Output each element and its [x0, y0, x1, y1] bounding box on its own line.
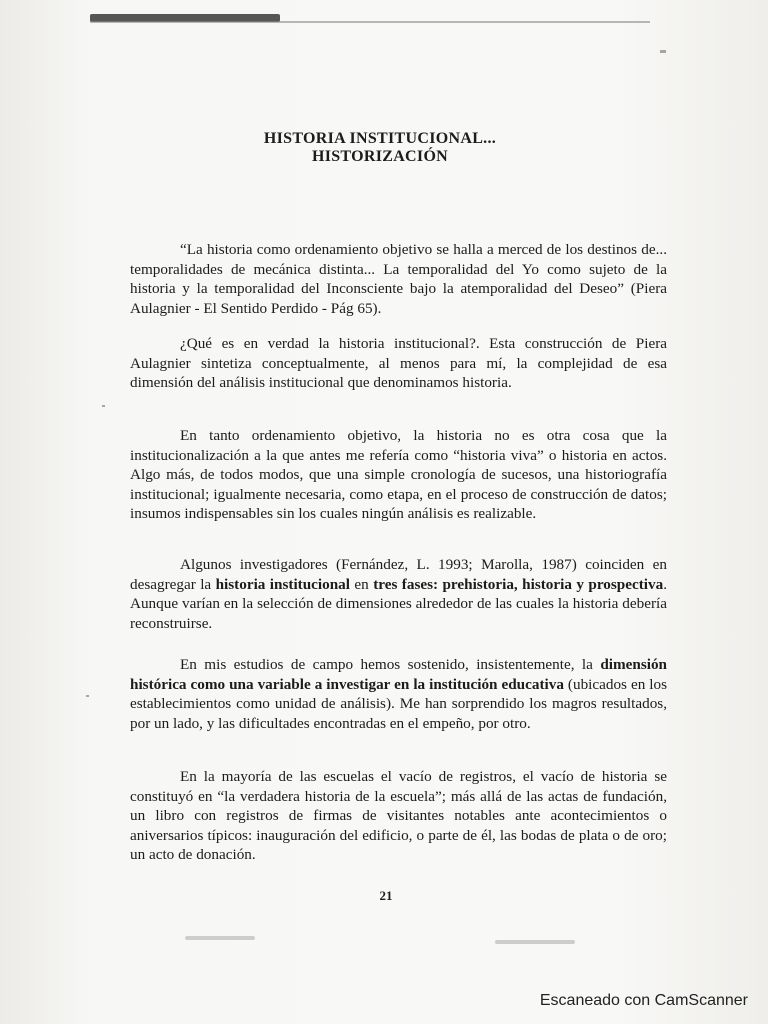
paragraph-field-studies [130, 655, 667, 733]
paragraph-text: En mis estudios de campo hemos sostenido, insistentemente, la [180, 656, 601, 673]
paragraph-text: (ubicados en los establecimientos como unidad de análisis). Me han sorprendido los magros resultados, por un lado, y las dificultades encontradas en el empeño, por otro. [130, 675, 668, 732]
paragraph-schools [130, 767, 667, 865]
paragraph-text: “La historia como ordenamiento objetivo se halla a merced de los destinos de... temporalidades de mecánica distinta... La temporalidad del Yo como sujeto de la historia y la temporalidad del Inconsciente bajo la atemporalidad del Deseo” (Piera Aulagnier - El Sentido Perdido - Pág 65). [130, 241, 667, 317]
paragraph-text: en [349, 575, 374, 593]
scan-edge-line [90, 21, 650, 23]
paragraph-question [130, 334, 667, 393]
bold-phrase: historia institucional [215, 575, 350, 593]
chapter-title-line-1: HISTORIA INSTITUCIONAL... [263, 130, 497, 147]
paragraph-text: En tanto ordenamiento objetivo, la historia no es otra cosa que la institucionalización a la que antes me refería como “historia viva” o historia en actos. Algo más, de todos modos, que una simple cronología de sucesos, una historiografía institucional; igualmente necesaria, como etapa, en el proceso de construcción de datos; insumos indispensables sin los cuales ningún análisis es realizable. [130, 427, 667, 522]
bold-phrase: dimensión histórica como una variable a investigar en la institución educativa [130, 656, 667, 693]
bold-phrase: tres fases: prehistoria, historia y prospectiva [373, 575, 664, 593]
paragraph-quote [130, 240, 667, 318]
scan-speck [86, 695, 89, 697]
page-number: 21 [379, 888, 393, 903]
paragraph-researchers [130, 555, 667, 633]
scan-speck [660, 50, 666, 53]
paragraph-ordering [130, 426, 667, 524]
scan-smudge [185, 936, 255, 940]
scan-speck [102, 405, 105, 407]
paragraph-text: Algunos investigadores (Fernández, L. 1993; Marolla, 1987) coinciden en desagregar la [130, 556, 667, 593]
paragraph-text: En la mayoría de las escuelas el vacío de registros, el vacío de historia se constituyó en “la verdadera historia de la escuela”; más allá de las actas de fundación, un libro con registros de firmas de visitantes notables ante acontecimientos o aniversarios típicos: inauguración del edificio, o parte de él, las bodas de plata o de oro; un acto de donación. [130, 768, 667, 863]
paragraph-text: ¿Qué es en verdad la historia institucional?. Esta construcción de Piera Aulagnier sintetiza conceptualmente, al menos para mí, la complejidad de esa dimensión del análisis institucional que denominamos historia. [130, 335, 667, 391]
chapter-title-line-2: HISTORIZACIÓN [311, 148, 449, 165]
camscanner-watermark: Escaneado con CamScanner [539, 992, 748, 1009]
paragraph-text: . Aunque varían en la selección de dimensiones alrededor de las cuales la historia debería reconstruirse. [130, 575, 667, 632]
scan-smudge [495, 940, 575, 944]
